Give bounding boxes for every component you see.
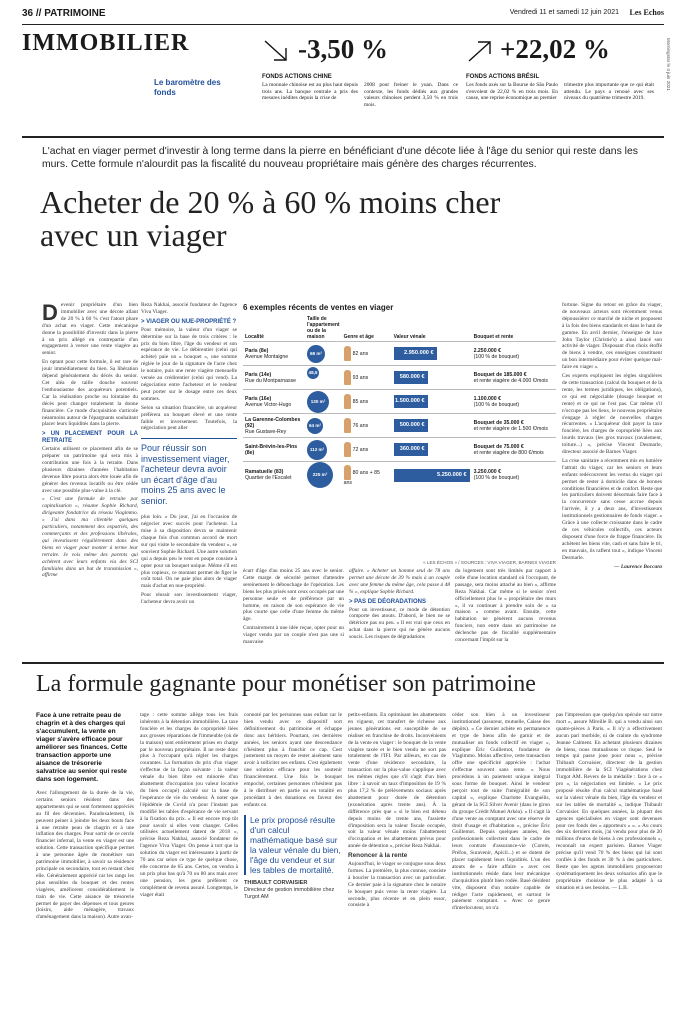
row-payment-cell xyxy=(472,342,556,366)
row-size: 48,5 m² xyxy=(308,370,318,387)
row-age: 80 ans + 85 ans xyxy=(343,469,380,486)
paper-name: Les Echos xyxy=(629,8,664,17)
arrow-down-icon xyxy=(262,38,290,64)
a1c2-p1: Reza Nakhai, associé fondateur de l'agence Viva Viager. xyxy=(141,302,237,315)
size-circle xyxy=(307,391,329,413)
table-row xyxy=(243,438,556,462)
row-pay2: (100 % de bouquet) xyxy=(473,475,520,481)
row-street: Avenue Montaigne xyxy=(245,353,289,360)
page-header xyxy=(22,8,664,22)
row-city: Paris (14e) xyxy=(245,371,272,378)
row-locality xyxy=(243,342,305,366)
header-rule xyxy=(22,24,664,25)
brazil-fund xyxy=(466,34,661,124)
row-pay2: (100 % de bouquet) xyxy=(473,353,520,360)
col-head-locality: Localité xyxy=(245,334,264,340)
article2-col6 xyxy=(556,712,662,1018)
col-head-age: Genre et âge xyxy=(343,334,374,340)
arrow-up-icon xyxy=(466,38,494,64)
row-street: Quartier de l'Escalet xyxy=(245,475,292,481)
barometer-rule xyxy=(22,136,664,138)
person-icon xyxy=(344,370,351,385)
row-pay1: 2.250.000 € xyxy=(473,347,501,354)
a1c6-p2: Ces experts expliquent les règles singulières de cette transaction (calcul du bouquet et de la rente, les termes juridiques, les obligations), ce qui est négociable (dosage bouquet et rente) et ce qui ne l'est pas. Car même s'il n'occupe pas les lieux, le nouveau propriétaire s'engage à régler de nouvelles charges récurrentes. « L'acquéreur doit payer la taxe foncière, les charges de copropriété liées aux lourds travaux (les gros travaux (ravalement, toiture...) », précise Vincent Desmarle, directeur associé de Barnes Viager. xyxy=(562,373,662,456)
a2-quote-author: THIBAULT CORVAISIER xyxy=(244,879,308,886)
value-bar xyxy=(394,347,437,360)
person-icon xyxy=(344,465,351,480)
row-age: 82 ans xyxy=(352,350,369,357)
china-title: FONDS ACTIONS CHINE xyxy=(262,74,332,80)
row-size: 68 m² xyxy=(309,350,322,356)
article1-col2 xyxy=(141,302,237,652)
a1-author: — Laurence Boccara xyxy=(614,563,662,570)
a1c5-p1: du logement sont très limités par rapport à celle d'une location standard où l'occupant, de passage, sera moins attaché au bien », affirme Reza Nakhai. Car même si le senior n'est officiellement plus le « propriétaire des murs », il va continuer à prendre soin de « sa maison » comme avant. Ensuite, cette habitation ne génèrent aucuns revenus fonciers, non entre dans un patrimoine ne déclenche pas de fiscalité supplémentaire concernant l'impôt sur la xyxy=(455,568,556,644)
row-value-cell xyxy=(392,414,472,438)
table-row xyxy=(243,342,556,366)
article2-col2 xyxy=(140,712,238,1018)
size-circle xyxy=(307,345,325,363)
person-icon xyxy=(344,394,351,409)
table-grid xyxy=(243,315,556,488)
row-value-cell xyxy=(392,390,472,414)
a1c1-p1: evenir propriétaire d'un bien immobilier avec une décote allant de 20 % à 60 % c'est l'atout phare d'un achat en viager. Cette mécanique donne la possibilité d'investir dans la pierre à un prix allégé en contrepartie d'un engagement à verser une rente viagère au senior. xyxy=(42,302,138,357)
row-payment-cell xyxy=(472,390,556,414)
row-age: 76 ans xyxy=(352,422,369,429)
row-city: Paris (16e) xyxy=(245,395,272,402)
row-pay2: et rente viagère de 1.500 €/mois xyxy=(473,425,548,432)
a1c4-p1: affaire. « Acheter un homme seul de 78 ans permet une décote de 39 % mais à un couple avec une femme du même âge, cela passe à 48 % », explique Sophie Richard. xyxy=(349,568,450,595)
article1-col4 xyxy=(349,568,450,654)
row-size: 225 m² xyxy=(312,472,328,477)
table-row xyxy=(243,462,556,489)
a2-quote-block xyxy=(244,815,342,901)
a1c4-p2: Pour un investisseur, ce mode de détention comporte des atouts. D'abord, le bien ne se détériore pas ou peu. « Il est vrai que ceux en achat dans la pierre qui ne génère aucuns soucis. Les risques de dégradations xyxy=(349,606,450,641)
row-pay2: (100 % de bouquet) xyxy=(473,401,520,408)
a2c2-text: tage : cette somme allège tous les frais inhérents à la détention immobilière. La taxe foncière et les charges de copropriété liées aux grosses réparations de l'immeuble (où de la maison) sont entièrement prises en charge par le nouveau propriétaire. Il ne reste donc plus à l'occupant qu'à régler les charges courantes. La formation du prix d'un viager s'effectue de la façon suivante : la valeur vénale du bien libre est minorée d'un abattement d'occupation (ou valeur locative du bien occupé) calculé sur la base de l'espérance de vie du vendeur. À noter que l'épidémie de Covid n'a pour l'instant pas modifié les tables d'espérance de vie servant à la fixation du prix. « Il est encore trop tôt pour savoir si elles vont changer. Celles utilisées actuellement datent de 2018 », précise Reza Nakhai, associé fondateur de l'agence Viva Viager. On pense à tort que la solution du viager est intéressante à partir de 70 ans car selon ce type de quelque chose, elle concerne de 65 ans. Certes, on vendra à un prix plus bas qu'à 70 ou 80 ans mais avec une pension, les gens préfèrent ce complément de revenu assuré. Longtemps, le viager était xyxy=(140,712,238,898)
row-size-cell xyxy=(305,342,342,366)
issue-date: Vendredi 11 et samedi 12 juin 2021 xyxy=(509,9,619,16)
table-row xyxy=(243,390,556,414)
a1c2-sub1: > VIAGER OU NUE-PROPRIÉTÉ ? xyxy=(141,318,237,325)
row-pay1: 1.100.000 € xyxy=(473,395,501,402)
article1-col5 xyxy=(455,568,556,654)
row-city: Ramatuelle (83) xyxy=(245,469,284,475)
row-city: La Garenne-Colombes (92) xyxy=(245,416,301,429)
row-age-cell xyxy=(342,390,392,414)
a2-subhead: Renoncer à la rente xyxy=(348,852,408,860)
row-value: 5.250.000 € xyxy=(437,471,467,478)
a2-quote-role: Directeur de gestion immobilière chez Turgot AM xyxy=(244,886,335,900)
a1c6-p1: fortune. Signe du retour en grâce du viager, de nouveaux acteurs sont récemment venus dépoussiérer ce marché de niche et proposent à la fois des biens standards et dans le haut de gamme. En avril dernier, l'enseigne de luxe John Taylor (Christie's) a ainsi lancé son activité de viager. Disposant d'un choix étoffé de biens à vendre, ces enseignes constituent un bon intermédiaire pour éviter quelque mal-faire en viager ». xyxy=(562,302,662,371)
row-size-cell xyxy=(305,366,342,390)
barometer-source: Morningstar le 4 juin 2021 xyxy=(666,38,671,91)
row-size: 130 m² xyxy=(310,398,326,404)
row-pay1: 3.250.000 € xyxy=(473,469,501,475)
article-separator xyxy=(22,662,664,664)
a1c2-p2: Pour mémoire, la valeur d'un viager se détermine sur la base de trois critères : le prix du bien libre, l'âge du vendeur et son espérance de vie. Le débirentier (celui qui achète) paie un « bouquet », une somme réglée le jour de la signature de l'acte chez le notaire, puis une rente viagère mensuelle versée au crédirentier (celui qui vend). La négociation entre l'acheteur et le vendeur peut porter sur le dosage entre ces deux sommes. xyxy=(141,326,237,402)
row-age-cell xyxy=(342,462,392,489)
a2c4-text: petits-enfants. En optimisant les abattements en vigueur, cet transfert de richesse aux jeunes générations est susceptible de se réaliser en franchise de droits. Inconvénients de la vente en viager : le bouquet de la vente viagère taxée et le bien vendu ne sort pas totalement de l'IFI. Par ailleurs, en cas de vente d'une résidence secondaire, la transaction sur la plus-value s'applique avec les mêmes règles que s'il s'agit d'un bien libre : à savoir un taux d'imposition de 19 % plus 17,2 % de prélèvements sociaux après abattement pour durée de détention (exonération après trente ans). À la différence près que « si le bien est détenu depuis moins de trente ans, l'assiette d'imposition sera la valeur fiscale occupée, soit la valeur vénale moins l'abattement d'occupation et les abattements prévus pour année de détention », précise Reza Nakhai. xyxy=(348,712,446,850)
person-icon xyxy=(344,346,351,361)
row-age-cell xyxy=(342,366,392,390)
row-size-cell xyxy=(305,438,342,462)
row-value: 580.000 € xyxy=(399,374,425,380)
a2-intro: Face à une retraite peau de chagrin et à des charges qui s'accumulent, la vente en viager s'avère efficace pour améliorer ses finances. Cette transaction apporte une aisance de trésorerie salvatrice au senior qui reste dans son logement. xyxy=(36,712,128,783)
dropcap: D xyxy=(42,302,58,325)
table-row xyxy=(243,366,556,390)
col-head-value: Valeur vénale xyxy=(393,334,426,340)
china-value: -3,50 % xyxy=(298,34,388,64)
a2c3-text: connoté par les personnes sans enfant car le bien vendu avec ce dispositif sort définitivement du patrimoine et échappe donc aux héritiers. Pourtant, ces dernières années, les seniors ayant une descendance n'hésitent plus à franchir ce cap. Cest justement un moyen de rester aisément sans avoir à solliciter ses enfants. C'est également une solution efficace pour les soutenir financièrement. Une fois le bouquet empoché, certaines personnes n'hésitent pas à le distribuer en partie ou en totalité en procédant à des donations en faveur des enfants ou xyxy=(244,712,342,808)
a1c2-p5: Pour réussir son investissement viager, l'acheteur devra avoir un xyxy=(141,592,237,606)
row-pay2: et rente viagère de 4.000 €/mois xyxy=(473,377,548,384)
row-payment-cell xyxy=(472,438,556,462)
row-size-cell xyxy=(305,462,342,489)
page-section: 36 // PATRIMOINE xyxy=(22,8,106,19)
row-value: 1.500.000 € xyxy=(395,398,425,404)
a2c5-text: céder son bien à un investisseur institutionnel (assureur, mutuelle, Caisse des dépôts). « Ce dernier achète en permanence et type de biens afin de garnir et de mutualiser un fonds collectif en viager », explique Éric Guillemot, fondateur de Viagimmo. Moins affective, cette transaction offre une spécificité appréciée : l'achat s'effectue souvent sans rente. « Nous procédons à un paiement unique intégral sous forme de bouquet. Ainsi le vendeur perçoit tout de suite l'intégralité de son capital », explique Charlotte Evanguélis, gérant de la SCI Silver Avenir (dans le giron du groupe Crédit Mutuel Arkéa). « Il s'agit là d'une vente au comptant avec une réserve de droit d'usage et d'habitation », précise Éric Guillemot. Depuis quelques années, des professionnels collectent dans le cadre de leurs contrats d'assurance-vie (Corem, Préfon, Suravenir, Apicil...) et se dotent de placer rapidement leurs liquidités. L'un des atouts de « faire affaire » avec ces institutionnels réside dans leur mécanique d'acquisition plutôt bien rodée. Basé désident vite, disposent d'un notaire capable de rédiger l'acte rapidement, et surtout le paiement comptant. « Avec ce genre d'interlocuteur, on n'a xyxy=(452,712,550,912)
china-fund xyxy=(262,34,462,124)
table-header-row xyxy=(243,315,556,342)
table-title: 6 exemples récents de ventes en viager xyxy=(243,303,394,312)
brazil-text-2: trimestre plus importante que ce qui était attendu. Le pays a renoué avec ses niveaux du quatrième trimestre 2019. xyxy=(564,82,654,102)
a1-pullquote: Pour réussir son investissement viager, l'acheteur devra avoir un écart d'âge d'au moins 25 ans avec le senior. xyxy=(141,438,237,506)
article1-col6 xyxy=(562,302,662,654)
brazil-value: +22,02 % xyxy=(500,34,610,64)
row-locality xyxy=(243,438,305,462)
article1-col1 xyxy=(42,302,138,652)
section-title: IMMOBILIER xyxy=(22,30,190,56)
row-size: 112 m² xyxy=(309,446,325,452)
row-value-cell xyxy=(392,342,472,366)
row-locality xyxy=(243,414,305,438)
section-label xyxy=(22,30,242,126)
a2c1-text: Avec l'allongement de la durée de la vie, certains seniors résident dans des appartements qui se sont fortement appréciés au fil des décennies. Paradoxalement, ils peuvent peiner à joindre les deux bouts face à une retraite peau de chagrin et à une inflation des charges. Pour sortir de ce cercle financier infernal, la vente en viager est une solution. Cette transaction spécifique permet à une personne âgée de monétiser son patrimoine immobilier, à savoir sa résidence principale ou secondaire, tout en restant chez elle. Généralement apprécié car les rangs les plus sensibles du bouquet et des rentes viagères, améliorent considérablement le train de vie. Cette aisance de trésorerie permet de payer des dépenses et tous genres (loisirs, aide ménagère, travaux d'aménagement dans la maison). Autre avan- xyxy=(36,790,134,921)
row-value-cell xyxy=(392,366,472,390)
row-city: Paris (8e) xyxy=(245,347,269,354)
a1c3-p1: écart d'âge d'au moins 25 ans avec le senior. Cette marge de sécurité permet d'attendre sereinement le débouchage de l'opération. Les biens les plus prisés sont ceux occupés par une personne seule et de préférence par un homme, en raison de son espérance de vie plus courte que celle d'une femme du même âge. xyxy=(243,568,344,623)
a2c6-text: pas l'impression que quelqu'un spécule sur notre mort », assure Mireille B. qui a vendu ainsi son quatre-pièces à Paris. « Il n'y a effectivement aucun pari morbide, ni de crainte du syndrome Jeanne Calment. En achetant plusieurs dizaines de biens, nous mutualisons ce risque. Seul le temps qui passe joue pour nous », précise Thibault Corvaisier, directeur de la gestion immobilière de la SCI Viagénérations chez Turgot AM. Revers de la médaille : face à ce « pro », la négociation est limitée. « Le prix proposé résulte d'un calcul mathématique basé sur la valeur vénale du bien, l'âge du vendeur et sur les tables de mortalité », indique Thibault Corvaisier. En quelques années, la plupart des agences spécialisées en viager sont devenues pour ces fonds des « apporteurs » ». « Au cours des six derniers mois, j'ai vendu pour plus de 20 millions d'euros de biens à ces professionnels », reconnaît un expert parisien. Barnes Viager précise qu'il vend 70 % des biens qui lui sont confiés à des fonds et 30 % à des particuliers. Reste que les agents immobiliers proposeront systématiquement les deux scénarios afin que le propriétaire choisisse le plus adapté à sa situation et à ses besoins. — L.B. xyxy=(556,712,662,891)
row-size-cell xyxy=(305,414,342,438)
row-payment-cell xyxy=(472,462,556,489)
row-pay2: et rente viagère de 800 €/mois xyxy=(473,449,544,456)
row-value: 360.000 € xyxy=(399,446,425,452)
article1-standfirst: L'achat en viager permet d'investir à long terme dans la pierre en bénéficiant d'une décote liée à l'âge du senior qui reste dans les murs. Cette formule n'alourdit pas la fiscalité du nouveau propriétaire mais génère des charges récurrentes. xyxy=(42,146,638,170)
a1c2-p3: Selon sa situation financière, un acquéreur préférera un bouquet élevé et une rente faible et inversement. Toutefois, la négociation peut aller xyxy=(141,404,237,432)
brazil-text-1: Les fonds axés sur la Bourse de São Paulo s'envolent de 22,02 % en trois mois. En cause, une reprise économique au premier xyxy=(466,82,558,102)
row-value-cell xyxy=(392,462,472,489)
a1c6-p3: La crise sanitaire a récemment mis en lumière l'attrait du viager, car les seniors et leurs enfants redécouvrent les vertus du viager qui permet de rester à domicile dans de bonnes conditions financières et de confort. Reste que les particuliers doivent désormais faire face à la concurrence sans cesse accrue depuis l'arrivée, il y a deux ans, d'investisseurs institutionnels gestionnaires de fonds viager. « Grâce à une collecte croissante dans le cadre de ces véhicules collectifs, ces acteurs disposent d'une force de frappe financière. Ils achètent les biens vite, cash et sans faire le tri, en mauvais, ils raflent tout », indique Vincent Desmarle. xyxy=(562,457,662,561)
size-circle xyxy=(307,462,333,488)
a1c3-p2: Contrairement à une idée reçue, opter pour un viager vendu par un couple n'est pas une si mauvaise xyxy=(243,625,344,646)
article2-col1 xyxy=(36,712,134,1018)
viager-table xyxy=(243,303,556,565)
brazil-title: FONDS ACTIONS BRÉSIL xyxy=(466,74,540,80)
row-value: 500.000 € xyxy=(399,422,425,428)
table-source: « LES ÉCHOS » / SOURCES : VIVA VIAGER, BARNES VIAGER xyxy=(423,560,556,565)
size-circle xyxy=(307,418,323,434)
row-age-cell xyxy=(342,438,392,462)
row-street: Rue Gustave-Rey xyxy=(245,428,287,435)
size-circle xyxy=(307,367,319,387)
row-street: Avenue Victor-Hugo xyxy=(245,401,292,408)
row-age: 85 ans xyxy=(352,398,369,405)
a2-quote: Le prix proposé résulte d'un calcul mathématique basé sur la valeur vénale du bien, l'âge du vendeur et sur les tables de mortalité. xyxy=(244,815,342,875)
row-city: Saint-Brévin-les-Pins (8e) xyxy=(245,443,298,456)
row-locality xyxy=(243,462,305,489)
row-pay1: Bouquet de 35.000 € xyxy=(473,419,524,426)
row-payment-cell xyxy=(472,366,556,390)
row-age-cell xyxy=(342,414,392,438)
row-value-cell xyxy=(392,438,472,462)
a2c4b-text: Aujourd'hui, le viager se conjugue sous deux formes. La première, la plus connue, consiste à boucler la transaction avec un particulier. Ce dernier paie à la signature chez le notaire le bouquet puis verse la rente viagère. La seconde, plus récente et en plein essor, consiste à xyxy=(348,861,446,909)
a1c1-p3: Certains utilisent ce placement afin de se préparer un patrimoine qui sera mis à contribution une fois à la retraite. Dans plusieurs dizaines d'années l'habitation devenue libre pourra alors être louée afin de générer des revenus locatifs ou être cédée avec une possible plus-value à la clé. xyxy=(42,446,138,494)
row-pay1: Bouquet de 185.000 € xyxy=(473,371,527,378)
article2-col5 xyxy=(452,712,550,1018)
row-age: 72 ans xyxy=(352,446,369,453)
china-text-2: 2008 pour freiner le yuan. Dans ce contexte, les fonds dédiés aux grandes valeurs chinoises perdent 3,50 % en trois mois. xyxy=(364,82,458,108)
row-pay1: Bouquet de 75.000 € xyxy=(473,443,524,450)
row-age: 93 ans xyxy=(352,374,369,381)
a1c1-p4: « C'est une formule de retraite par capitalisation », résume Sophie Richard, dirigeante fondatrice du réseau Viagimmo. « J'ai dans ma clientèle quelques particuliers, notamment des expatriés, des commerçants et des professions libérales, qui investissent régulièrement dans des biens en viager pour monter à terme leur retraite. Je vois même des parents qui achètent avec leurs enfants via des SCI familiales dans un but de transmission », affirme xyxy=(42,496,138,579)
person-icon xyxy=(344,418,351,433)
size-circle xyxy=(307,440,327,460)
a1c1-p2: En optant pour cette formule, il est rare de jouir immédiatement du bien. Sa libération dépend généralement du décès du senior. Cet aléa de taille douche souvent l'enthousiasme des acquéreurs potentiels. Car la réalisation proche ou lointaine du décès peut changer totalement la donne financière. Ce mode d'acquisition s'articule néanmoins autour de l'épargnants souhaitant placer leurs liquidités dans la pierre. xyxy=(42,359,138,428)
barometer-label: Le baromètre des fonds xyxy=(154,78,221,97)
row-payment-cell xyxy=(472,414,556,438)
value-bar xyxy=(394,395,428,408)
row-value: 2.950.000 € xyxy=(404,350,434,356)
a1c1-sub1: > UN PLACEMENT POUR LA RETRAITE xyxy=(42,431,138,445)
article1-col3 xyxy=(243,568,344,654)
value-bar xyxy=(394,443,428,456)
col-head-payment: Bouquet et rente xyxy=(473,334,514,340)
value-bar xyxy=(394,419,428,432)
a1c4-sub1: > PAS DE DÉGRADATIONS xyxy=(349,598,426,605)
row-street: Rue du Montparnasse xyxy=(245,377,297,384)
col-head-size: Taille de l'appartement ou de la maison xyxy=(307,316,340,340)
row-locality xyxy=(243,390,305,414)
china-text-1: La monnaie chinoise est au plus haut depuis trois ans. La banque centrale a pris des mesures inédites depuis la crise de xyxy=(262,82,358,102)
row-size: 64 m² xyxy=(308,422,321,428)
person-icon xyxy=(344,442,351,457)
article2-col3 xyxy=(244,712,342,1018)
article2-col4 xyxy=(348,712,446,1018)
value-bar xyxy=(394,371,428,384)
row-locality xyxy=(243,366,305,390)
article2-headline: La formule gagnante pour monétiser son patrimoine xyxy=(36,671,536,697)
value-bar xyxy=(394,469,470,482)
row-age-cell xyxy=(342,342,392,366)
a1c2-p4: plus loin. « Du jour, j'ai eu l'occasion de négocier avec succès pour l'acheteur. La mise à sa disposition devra se maintenir chaque fois d'un commun accord de mort sur qui visite le secondaire du vendeur », se souvient Sophie Richard. Une autre solution qui a depuis peu le vent en poupe consiste à opter pour un bouquet unique. Même s'il est plus copieux, ce montant permet de figer le coût total. On ne paie plus alors de viager mais d'achat en nue-propriété. xyxy=(141,514,237,590)
article1-headline: Acheter de 20 % à 60 % moins cher avec un viager xyxy=(40,184,501,253)
row-size-cell xyxy=(305,390,342,414)
table-row xyxy=(243,414,556,438)
